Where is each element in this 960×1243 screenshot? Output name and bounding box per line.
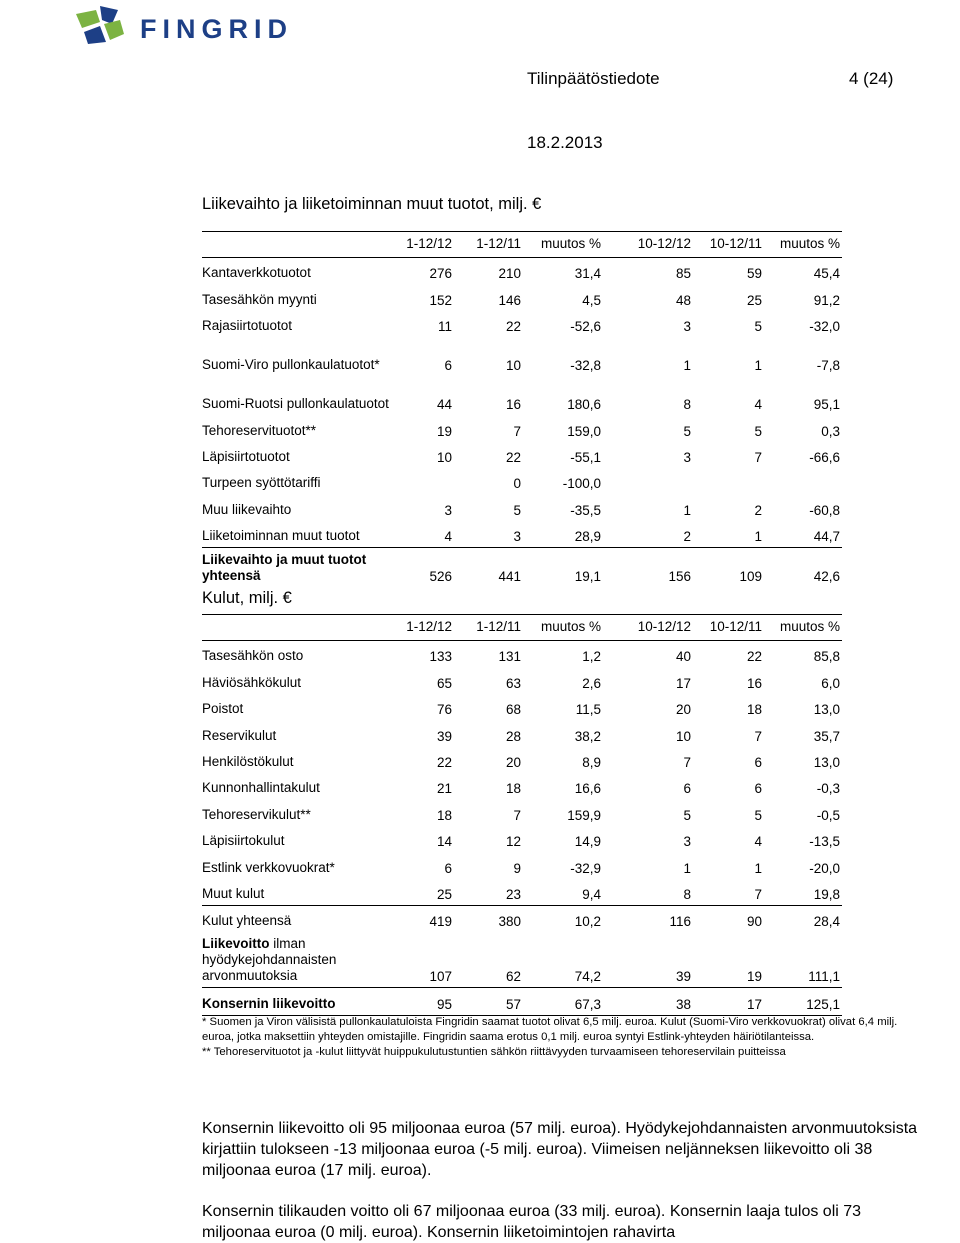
row-label: Tehoreservikulut** (202, 806, 311, 822)
cell-value: 19 (436, 423, 452, 439)
cell-value: -55,1 (570, 449, 601, 465)
row-label: Tehoreservituotot** (202, 422, 317, 438)
cell-value: 1 (754, 358, 762, 374)
cell-value: 18 (505, 781, 521, 797)
cell-value: 45,4 (813, 266, 840, 282)
cell-value: 18 (746, 702, 762, 718)
cell-value: 6 (754, 781, 762, 797)
cell-value: 22 (436, 754, 452, 770)
row-label: Reservikulut (202, 727, 277, 743)
table-row (202, 442, 842, 468)
cell-value: 111,1 (762, 932, 842, 988)
cell-value: 74,2 (521, 932, 601, 988)
cell-value: 12 (505, 834, 521, 850)
revenue-section-title: Liikevaihto ja liiketoiminnan muut tuotot, milj. € (202, 195, 542, 213)
cell-value: 8 (601, 879, 691, 906)
table-row (202, 337, 842, 376)
table-row (202, 494, 842, 520)
cell-value: 116 (669, 914, 691, 930)
row-label: Suomi-Viro pullonkaulatuotot* (202, 357, 380, 373)
cell-value (691, 468, 762, 494)
table-row (202, 773, 842, 799)
cell-value: 65 (436, 675, 452, 691)
row-label (202, 932, 400, 988)
cell-value: 14 (436, 834, 452, 850)
document-title: Tilinpäätöstiedote (527, 69, 660, 88)
cell-value: 95 (400, 988, 452, 1015)
cell-value: 2 (754, 502, 762, 518)
cell-value: 0,3 (821, 423, 840, 439)
cell-value: 9 (513, 860, 521, 876)
cell-value: 1 (691, 521, 762, 548)
column-header: 10-12/12 (601, 232, 691, 258)
column-header: 10-12/11 (691, 232, 762, 258)
cell-value: 152 (429, 292, 452, 308)
cell-value: 7 (513, 807, 521, 823)
cell-value: 42,6 (813, 569, 840, 585)
table-row (202, 311, 842, 337)
cell-value: 20 (505, 754, 521, 770)
cell-value: 7 (683, 754, 691, 770)
row-label: Muut kulut (202, 879, 400, 906)
cell-value: 28 (505, 728, 521, 744)
cell-value: 0 (513, 476, 521, 492)
cell-value: 22 (505, 319, 521, 335)
cell-value: 16 (746, 675, 762, 691)
cell-value: 48 (675, 292, 691, 308)
cell-value: -13,5 (809, 834, 840, 850)
table-row (202, 415, 842, 441)
cell-value: 10,2 (574, 914, 601, 930)
cell-value: 25 (746, 292, 762, 308)
row-label: Estlink verkkovuokrat* (202, 859, 335, 875)
column-header: 1-12/12 (400, 615, 452, 641)
header-empty (202, 232, 400, 258)
row-label: Häviösähkökulut (202, 674, 302, 690)
table-row (202, 468, 842, 494)
cell-value: 4,5 (582, 292, 601, 308)
cell-value: 67,3 (521, 988, 601, 1015)
cell-value: -0,3 (816, 781, 840, 797)
table-row (202, 258, 842, 285)
cell-value: 5 (683, 423, 691, 439)
cell-value (762, 468, 842, 494)
cell-value: 19,8 (762, 879, 842, 906)
cell-value: 5 (513, 502, 521, 518)
row-label: Henkilöstökulut (202, 753, 294, 769)
cell-value: 11 (437, 319, 452, 335)
column-header: muutos % (762, 232, 842, 258)
cell-value: -20,0 (809, 860, 840, 876)
table-row (202, 905, 842, 932)
table-row (202, 720, 842, 746)
cell-value: 159,0 (567, 423, 601, 439)
cell-value: 9,4 (521, 879, 601, 906)
table-row (202, 284, 842, 310)
cell-value: 28,4 (813, 914, 840, 930)
row-label: Konsernin liikevoitto (202, 988, 400, 1015)
cell-value: 7 (754, 728, 762, 744)
row-label: Muu liikevaihto (202, 501, 292, 517)
cell-value: 10 (505, 358, 521, 374)
cell-value: 39 (436, 728, 452, 744)
cell-value: 276 (429, 266, 452, 282)
table-row (202, 521, 842, 548)
cell-value: 39 (601, 932, 691, 988)
cell-value: 16,6 (574, 781, 601, 797)
cell-value: -100,0 (562, 476, 601, 492)
cell-value: 1 (754, 860, 762, 876)
paragraph-text: Konsernin liikevoitto oli 95 miljoonaa euroa (57 milj. euroa). Hyödykejohdannaisten arvonmuutoksista kirjattiin tulokseen -13 miljoonaa euroa (-5 milj. euroa). Viimeisen neljänneksen liikevoitto oli 38 miljoonaa euroa (17 milj. euroa). (202, 1120, 918, 1179)
cell-value: 17 (691, 988, 762, 1015)
cell-value: 6 (444, 860, 452, 876)
cell-value: -32,9 (570, 860, 601, 876)
table-row (202, 376, 842, 415)
cell-value: 14,9 (574, 834, 601, 850)
fingrid-logo (70, 4, 300, 48)
cell-value: 44 (436, 397, 452, 413)
row-label: Tasesähkön osto (202, 648, 304, 664)
cell-value: 5 (754, 319, 762, 335)
table-row (202, 879, 842, 906)
fingrid-emblem-icon (70, 4, 134, 48)
cell-value: 3 (444, 502, 452, 518)
cell-value: 210 (498, 266, 521, 282)
table-row (202, 667, 842, 693)
cell-value: 20 (675, 702, 691, 718)
cell-value: 419 (429, 914, 452, 930)
cell-value: 11,5 (575, 702, 601, 718)
cell-value: 6 (754, 754, 762, 770)
cell-value: 526 (429, 569, 452, 585)
cell-value: 22 (505, 449, 521, 465)
table-row (202, 641, 842, 668)
cell-value: 76 (436, 702, 452, 718)
cell-value: 40 (675, 649, 691, 665)
cell-value: 5 (683, 807, 691, 823)
cell-value: 85,8 (813, 649, 840, 665)
cell-value: 380 (498, 914, 521, 930)
row-label: Turpeen syöttötariffi (202, 475, 321, 491)
table-row (202, 932, 842, 988)
cell-value: 63 (505, 675, 521, 691)
row-label: Tasesähkön myynti (202, 291, 317, 307)
column-header: muutos % (521, 232, 601, 258)
cell-value: 8,9 (582, 754, 601, 770)
cell-value: 22 (746, 649, 762, 665)
cell-value: 1,2 (582, 649, 601, 665)
cell-value: 91,2 (813, 292, 840, 308)
cell-value: 133 (429, 649, 452, 665)
column-header: 1-12/11 (452, 615, 521, 641)
logo-text: FINGRID (140, 14, 293, 44)
row-label: Läpisiirtotuotot (202, 448, 290, 464)
cell-value: 16 (505, 397, 521, 413)
cell-value: 125,1 (762, 988, 842, 1015)
table-row (202, 747, 842, 773)
cell-value: 3 (683, 449, 691, 465)
footnotes (202, 1015, 902, 1060)
cell-value: 441 (498, 569, 521, 585)
page-number: 4 (24) (849, 69, 894, 88)
row-label: Kulut yhteensä (202, 913, 292, 929)
row-label: Kunnonhallintakulut (202, 780, 320, 796)
footnote-1: * Suomen ja Viron välisistä pullonkaulatuloista Fingridin saamat tuotot olivat 6,5 milj. euroa. Kulut (Suomi-Viro verkkovuokrat) olivat 6,4 milj. euroa, jotka maksettiin yhteyden omistajille. Fingridin saama erotus 0,1 milj. euroa syntyi Estlink-yhteyden häiriötilanteissa. (202, 1016, 898, 1043)
cell-value: 90 (746, 914, 762, 930)
cell-value: -66,6 (809, 449, 840, 465)
cell-value: 8 (683, 397, 691, 413)
costs-table (202, 614, 842, 1016)
cell-value: -52,6 (570, 319, 601, 335)
row-label: Liiketoiminnan muut tuotot (202, 521, 400, 548)
cell-value: 4 (400, 521, 452, 548)
cell-value: 7 (691, 879, 762, 906)
row-label: Rajasiirtotuotot (202, 318, 293, 334)
column-header: muutos % (521, 615, 601, 641)
table-row (202, 852, 842, 878)
row-label: Poistot (202, 701, 244, 717)
table-header-row (202, 232, 842, 258)
cell-value: 13,0 (813, 754, 840, 770)
cell-value: -32,0 (809, 319, 840, 335)
cell-value: 68 (505, 702, 521, 718)
table-row (202, 694, 842, 720)
cell-value: 13,0 (813, 702, 840, 718)
cell-value: -35,5 (570, 502, 601, 518)
cell-value: 7 (754, 449, 762, 465)
cell-value: 4 (754, 397, 762, 413)
column-header: muutos % (762, 615, 842, 641)
table-row (202, 548, 842, 588)
cell-value: 3 (683, 319, 691, 335)
cell-value: 38 (601, 988, 691, 1015)
cell-value (400, 468, 452, 494)
cell-value: 10 (436, 449, 452, 465)
column-header: 1-12/11 (452, 232, 521, 258)
cell-value: 59 (746, 266, 762, 282)
cell-value: 6 (683, 781, 691, 797)
cell-value: 4 (754, 834, 762, 850)
costs-section-title: Kulut, milj. € (202, 589, 292, 607)
cell-value: 6 (444, 358, 452, 374)
table-row (202, 799, 842, 825)
cell-value: -7,8 (816, 358, 840, 374)
cell-value: 156 (668, 569, 691, 585)
row-label: Kantaverkkotuotot (202, 265, 311, 281)
column-header: 1-12/12 (400, 232, 452, 258)
cell-value: 6,0 (821, 675, 840, 691)
operating-profit-label-bold: Liikevoitto (202, 936, 270, 952)
cell-value: 57 (452, 988, 521, 1015)
cell-value: 3 (683, 834, 691, 850)
cell-value: -0,5 (816, 807, 840, 823)
cell-value: 25 (400, 879, 452, 906)
cell-value: 3 (452, 521, 521, 548)
cell-value: 109 (739, 569, 762, 585)
cell-value: 85 (675, 266, 691, 282)
cell-value: 1 (683, 502, 691, 518)
header-empty (202, 615, 400, 641)
cell-value: 19 (691, 932, 762, 988)
cell-value: 1 (683, 860, 691, 876)
cell-value: 28,9 (521, 521, 601, 548)
cell-value: 23 (452, 879, 521, 906)
cell-value: 5 (754, 807, 762, 823)
cell-value: 18 (436, 807, 452, 823)
cell-value: 44,7 (762, 521, 842, 548)
table-row (202, 988, 842, 1015)
body-paragraph-1 (202, 1118, 922, 1181)
cell-value: 21 (436, 781, 452, 797)
cell-value: 159,9 (567, 807, 601, 823)
cell-value: 10 (675, 728, 691, 744)
column-header: 10-12/12 (601, 615, 691, 641)
column-header: 10-12/11 (691, 615, 762, 641)
table-row (202, 826, 842, 852)
table-header-row (202, 615, 842, 641)
document-date: 18.2.2013 (527, 133, 603, 152)
cell-value: 62 (452, 932, 521, 988)
cell-value: 2,6 (582, 675, 601, 691)
body-paragraph-2 (202, 1201, 922, 1243)
cell-value: 31,4 (574, 266, 601, 282)
cell-value: 107 (400, 932, 452, 988)
operating-profit-label-rest: ilman hyödykejohdannaisten arvonmuutoksia (202, 936, 337, 984)
paragraph-text: Konsernin tilikauden voitto oli 67 miljoonaa euroa (33 milj. euroa). Konsernin laaja tulos oli 73 miljoonaa euroa (0 milj. euroa). Konsernin liiketoimintojen rahavirta (202, 1203, 862, 1241)
cell-value: 17 (675, 675, 691, 691)
cell-value: 38,2 (574, 728, 601, 744)
cell-value: -32,8 (570, 358, 601, 374)
cell-value: 35,7 (813, 728, 840, 744)
row-label: Liikevaihto ja muut tuotot yhteensä (202, 552, 367, 584)
cell-value: 5 (754, 423, 762, 439)
cell-value: 131 (498, 649, 521, 665)
cell-value: 95,1 (813, 397, 840, 413)
cell-value (601, 468, 691, 494)
cell-value: 180,6 (567, 397, 601, 413)
row-label: Suomi-Ruotsi pullonkaulatuotot (202, 396, 389, 412)
row-label: Läpisiirtokulut (202, 833, 285, 849)
footnote-2: ** Tehoreservituotot ja -kulut liittyvät huippukulutustuntien sähkön riittävyyden turvaamiseen tehoreservilain puitteissa (202, 1046, 786, 1058)
revenue-table (202, 231, 842, 587)
cell-value: 7 (513, 423, 521, 439)
cell-value: 2 (601, 521, 691, 548)
cell-value: 1 (683, 358, 691, 374)
cell-value: -60,8 (809, 502, 840, 518)
cell-value: 19,1 (574, 569, 601, 585)
cell-value: 146 (498, 292, 521, 308)
